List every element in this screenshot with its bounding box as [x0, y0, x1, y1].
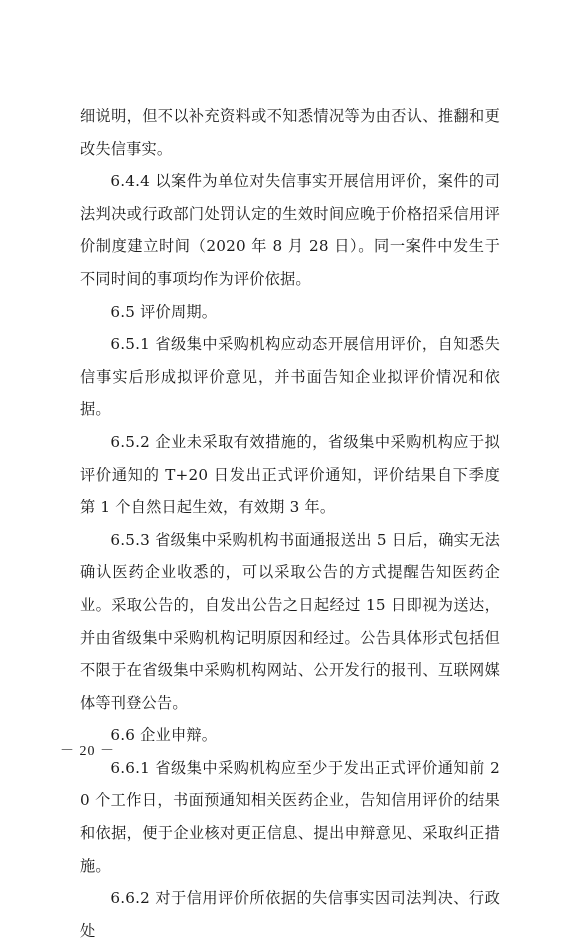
paragraph-6-5-2: 6.5.2 企业未采取有效措施的，省级集中采购机构应于拟评价通知的 T+20 日发出正式评价通知，评价结果自下季度第 1 个自然日起生效，有效期 3 年。 — [80, 432, 500, 517]
heading-6-6: 6.6 企业申辩。 — [110, 726, 218, 745]
heading-6-5: 6.5 评价周期。 — [110, 302, 218, 321]
paragraph-6-6-2: 6.6.2 对于信用评价所依据的失信事实因司法判决、行政处 — [80, 889, 500, 940]
paragraph-continuation: 细说明，但不以补充资料或不知悉情况等为由否认、推翻和更改失信事实。 — [80, 107, 500, 158]
paragraph-6-5-1: 6.5.1 省级集中采购机构应动态开展信用评价，自知悉失信事实后形成拟评价意见，并书面告知企业拟评价情况和依据。 — [80, 335, 500, 419]
paragraph-6-5-3: 6.5.3 省级集中采购机构书面通报送出 5 日后，确实无法确认医药企业收悉的，可以采取公告的方式提醒告知医药企业。采取公告的，自发出公告之日起经过 15 日即视为送达，并由省级集中采购机构记明原因和经过。公告具体形式包括但不限于在省级集中采购机构网站、公开发行的报刊、互联网媒体等刊登公告。 — [80, 530, 500, 712]
page-number: － 20 － — [60, 744, 115, 759]
paragraph-6-6-1: 6.6.1 省级集中采购机构应至少于发出正式评价通知前 20 个工作日，书面预通知相关医药企业，告知信用评价的结果和依据，便于企业核对更正信息、提出申辩意见、采取纠正措施。 — [80, 758, 500, 875]
paragraph-6-4-4: 6.4.4 以案件为单位对失信事实开展信用评价，案件的司法判决或行政部门处罚认定的生效时间应晚于价格招采信用评价制度建立时间（2020 年 8 月 28 日）。同一案件中发生于不同时间的事项均作为评价依据。 — [80, 172, 500, 288]
body-text — [80, 100, 500, 947]
